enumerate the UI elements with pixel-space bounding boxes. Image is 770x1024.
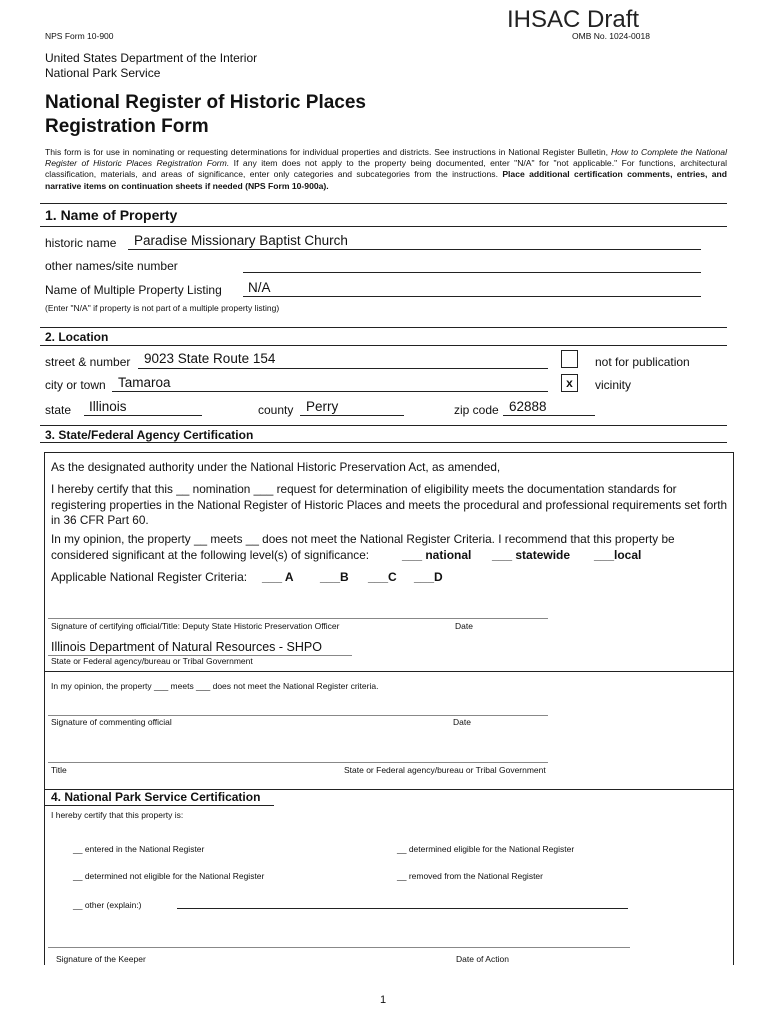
cert-box-left bbox=[44, 452, 45, 789]
nps-box-left bbox=[44, 789, 45, 965]
state-line bbox=[84, 415, 202, 416]
section3-heading: 3. State/Federal Agency Certification bbox=[45, 428, 254, 442]
cert-date-label: Date bbox=[455, 621, 473, 631]
not-for-publication-label: not for publication bbox=[595, 355, 690, 369]
option-not-eligible[interactable]: __ determined not eligible for the National Register bbox=[73, 871, 265, 881]
section1-heading: 1. Name of Property bbox=[45, 207, 178, 223]
level-national[interactable]: ___ national bbox=[402, 548, 472, 562]
section1-top-rule bbox=[40, 203, 727, 204]
nps-box-right bbox=[733, 789, 734, 965]
title-label: Title bbox=[51, 765, 67, 775]
historic-name-value[interactable]: Paradise Missionary Baptist Church bbox=[134, 233, 348, 248]
other-explain-line[interactable] bbox=[177, 908, 628, 909]
section2-heading-rule bbox=[40, 345, 727, 346]
zip-value[interactable]: 62888 bbox=[509, 399, 547, 414]
street-line bbox=[138, 368, 548, 369]
section2-heading: 2. Location bbox=[45, 330, 109, 344]
instructions-continuation-note: Place additional certification comments, entries, and narrative items on continuation sheets if needed (NPS Form 10-900a). bbox=[45, 169, 728, 191]
state-label: state bbox=[45, 403, 72, 417]
page-title-line1: National Register of Historic Places bbox=[45, 92, 366, 113]
not-for-publication-checkbox[interactable] bbox=[561, 350, 578, 368]
title-line[interactable] bbox=[48, 762, 548, 763]
form-number: NPS Form 10-900 bbox=[45, 31, 114, 41]
keeper-signature-line[interactable] bbox=[48, 947, 630, 948]
omb-number: OMB No. 1024-0018 bbox=[572, 31, 650, 41]
agency-line1: United States Department of the Interior bbox=[45, 51, 258, 65]
vicinity-checkbox[interactable]: x bbox=[561, 374, 578, 392]
cert-agency-label: State or Federal agency/bureau or Tribal Government bbox=[51, 656, 253, 666]
other-names-line bbox=[243, 272, 701, 273]
page-title-line2: Registration Form bbox=[45, 116, 209, 137]
instructions-bulletin-title: How to Complete the National Register of Historic Places Registration Form. bbox=[45, 147, 727, 169]
title-agency-label: State or Federal agency/bureau or Tribal Government bbox=[344, 765, 546, 775]
comment-signature-line[interactable] bbox=[48, 715, 548, 716]
section2-top-rule bbox=[40, 327, 727, 328]
county-label: county bbox=[258, 403, 294, 417]
option-removed[interactable]: __ removed from the National Register bbox=[397, 871, 543, 881]
instructions-paragraph bbox=[45, 147, 727, 192]
comment-date-label: Date bbox=[453, 717, 471, 727]
criterion-a[interactable]: ___ A bbox=[262, 570, 294, 584]
street-value[interactable]: 9023 State Route 154 bbox=[144, 351, 276, 366]
section3-top-rule bbox=[40, 425, 727, 426]
state-value[interactable]: Illinois bbox=[89, 399, 127, 414]
cert-box-right bbox=[733, 452, 734, 789]
cert-standards-text: I hereby certify that this __ nomination ___ request for determination of eligibility meets the documentation standards for registering properties in the National Register of Historic Places and meets the procedural and professional requirements set forth in 36 CFR Part 60. bbox=[51, 482, 728, 527]
zip-label: zip code bbox=[454, 403, 499, 417]
criterion-c[interactable]: ___C bbox=[368, 570, 397, 584]
nps-intro-text: I hereby certify that this property is: bbox=[51, 810, 184, 820]
criterion-b[interactable]: ___B bbox=[320, 570, 349, 584]
cert-authority-text: As the designated authority under the National Historic Preservation Act, as amended, bbox=[51, 460, 501, 474]
zip-line bbox=[503, 415, 595, 416]
city-value[interactable]: Tamaroa bbox=[118, 375, 171, 390]
historic-name-label: historic name bbox=[45, 236, 117, 250]
county-line bbox=[300, 415, 404, 416]
other-names-label: other names/site number bbox=[45, 259, 178, 273]
criterion-d[interactable]: ___D bbox=[414, 570, 443, 584]
date-of-action-label: Date of Action bbox=[456, 954, 509, 964]
mpl-value[interactable]: N/A bbox=[248, 280, 271, 295]
section3-heading-rule bbox=[40, 442, 727, 443]
option-determined-eligible[interactable]: __ determined eligible for the National Register bbox=[397, 844, 575, 854]
instructions-text-2: If any item does not apply to the property being documented, enter "N/A" for "not applicable." For functions, architectural classification, materials, and areas of significance, enter only categories and subcategories from the instructions. bbox=[45, 158, 728, 180]
city-label: city or town bbox=[45, 378, 106, 392]
city-line bbox=[112, 391, 548, 392]
historic-name-line bbox=[128, 249, 701, 250]
cert-opinion-text: In my opinion, the property __ meets __ does not meet the National Register Criteria. I recommend that this property be considered significant at the following level(s) of significance: bbox=[51, 532, 675, 562]
level-local[interactable]: ___local bbox=[594, 548, 642, 562]
cert-box-top bbox=[44, 452, 733, 453]
cert-signature-line[interactable] bbox=[48, 618, 548, 619]
vicinity-label: vicinity bbox=[595, 378, 632, 392]
section4-heading-rule bbox=[44, 805, 274, 806]
option-other[interactable]: __ other (explain:) bbox=[73, 900, 142, 910]
keeper-signature-label: Signature of the Keeper bbox=[56, 954, 146, 964]
option-entered[interactable]: __ entered in the National Register bbox=[73, 844, 205, 854]
street-label: street & number bbox=[45, 355, 131, 369]
comment-signature-label: Signature of commenting official bbox=[51, 717, 172, 727]
section4-heading: 4. National Park Service Certification bbox=[51, 790, 261, 804]
agency-line2: National Park Service bbox=[45, 66, 161, 80]
page-number: 1 bbox=[380, 994, 387, 1006]
cert-signature-label: Signature of certifying official/Title: Deputy State Historic Preservation Officer bbox=[51, 621, 340, 631]
mpl-line bbox=[243, 296, 701, 297]
instructions-text-1: This form is for use in nominating or requesting determinations for individual properties and districts. See instructions in National Register Bulletin, bbox=[45, 147, 611, 157]
mpl-label: Name of Multiple Property Listing bbox=[45, 283, 222, 297]
cert-agency-value[interactable]: Illinois Department of Natural Resources - SHPO bbox=[51, 640, 322, 654]
mpl-note: (Enter "N/A" if property is not part of a multiple property listing) bbox=[45, 303, 280, 313]
cert-divider bbox=[44, 671, 733, 672]
section1-heading-rule bbox=[40, 226, 727, 227]
comment-opinion-text: In my opinion, the property ___ meets ___ does not meet the National Register criteria. bbox=[51, 681, 379, 691]
level-statewide[interactable]: ___ statewide bbox=[492, 548, 571, 562]
county-value[interactable]: Perry bbox=[306, 399, 339, 414]
criteria-label: Applicable National Register Criteria: bbox=[51, 570, 248, 584]
draft-watermark: IHSAC Draft bbox=[507, 6, 640, 33]
